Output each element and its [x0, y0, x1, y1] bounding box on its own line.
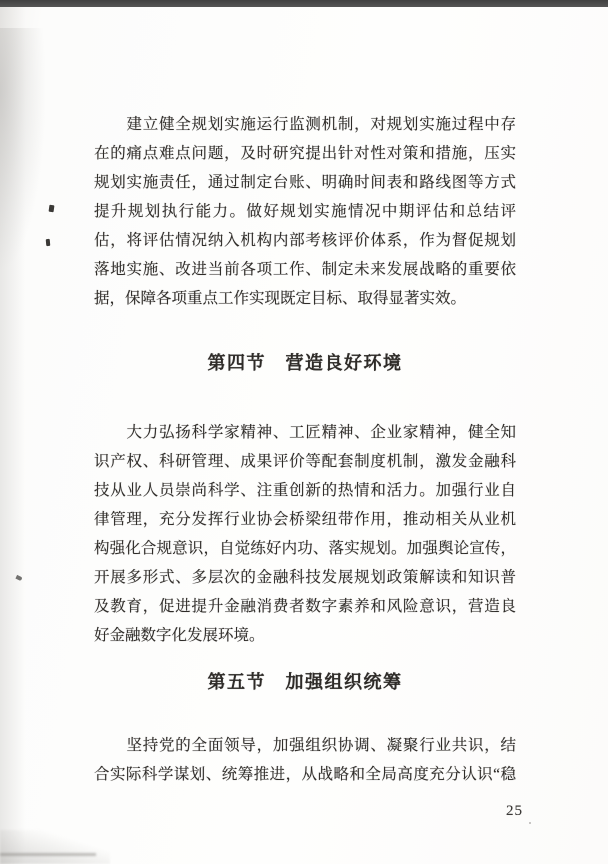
scan-left-edge-shading	[0, 7, 30, 864]
section-heading-4: 第四节 营造良好环境	[207, 353, 403, 373]
paragraph-monitoring-mechanism	[94, 110, 516, 313]
paragraph-good-environment	[94, 418, 516, 650]
paragraph-organizational-coordination	[94, 731, 516, 789]
text-line: 坚持党的全面领导，加强组织协调、凝聚行业共识，结	[94, 737, 516, 754]
scan-bottom-left-smudge	[0, 830, 110, 864]
section-heading-5: 第五节 加强组织统筹	[207, 672, 403, 692]
document-body	[94, 110, 516, 789]
text-line: 及教育，促进提升金融消费者数字素养和风险意识，营造良	[94, 598, 516, 615]
text-line: 在的痛点难点问题，及时研究提出针对性对策和措施，压实	[94, 145, 516, 162]
scan-speck	[15, 575, 22, 581]
scan-speck	[49, 205, 55, 213]
scan-top-edge-shadow	[0, 0, 608, 7]
text-line: 好金融数字化发展环境。	[94, 627, 265, 644]
text-line: 识产权、科研管理、成果评价等配套制度机制，激发金融科	[94, 453, 516, 470]
text-line: 开展多形式、多层次的金融科技发展规划政策解读和知识普	[94, 569, 516, 586]
scan-left-edge-shading-top	[0, 28, 48, 278]
scan-speck	[529, 822, 531, 824]
text-line: 建立健全规划实施运行监测机制，对规划实施过程中存	[94, 116, 516, 133]
scan-speck	[46, 239, 51, 246]
text-line: 合实际科学谋划、统筹推进，从战略和全局高度充分认识“稳	[94, 766, 516, 783]
text-line: 构强化合规意识，自觉练好内功、落实规划。加强舆论宣传，	[94, 540, 516, 557]
text-line: 提升规划执行能力。做好规划实施情况中期评估和总结评	[94, 203, 516, 220]
text-line: 落地实施、改进当前各项工作、制定未来发展战略的重要依	[94, 261, 516, 278]
page-number: 25	[506, 803, 523, 819]
text-line: 规划实施责任，通过制定台账、明确时间表和路线图等方式	[94, 174, 516, 191]
text-line: 律管理，充分发挥行业协会桥梁纽带作用，推动相关从业机	[94, 511, 516, 528]
scan-bottom-edge-line	[0, 853, 96, 856]
text-line: 大力弘扬科学家精神、工匠精神、企业家精神，健全知	[94, 424, 516, 441]
text-line: 技从业人员崇尚科学、注重创新的热情和活力。加强行业自	[94, 482, 516, 499]
text-line: 估，将评估情况纳入机构内部考核评价体系，作为督促规划	[94, 232, 516, 249]
text-line: 据，保障各项重点工作实现既定目标、取得显著实效。	[94, 290, 467, 307]
